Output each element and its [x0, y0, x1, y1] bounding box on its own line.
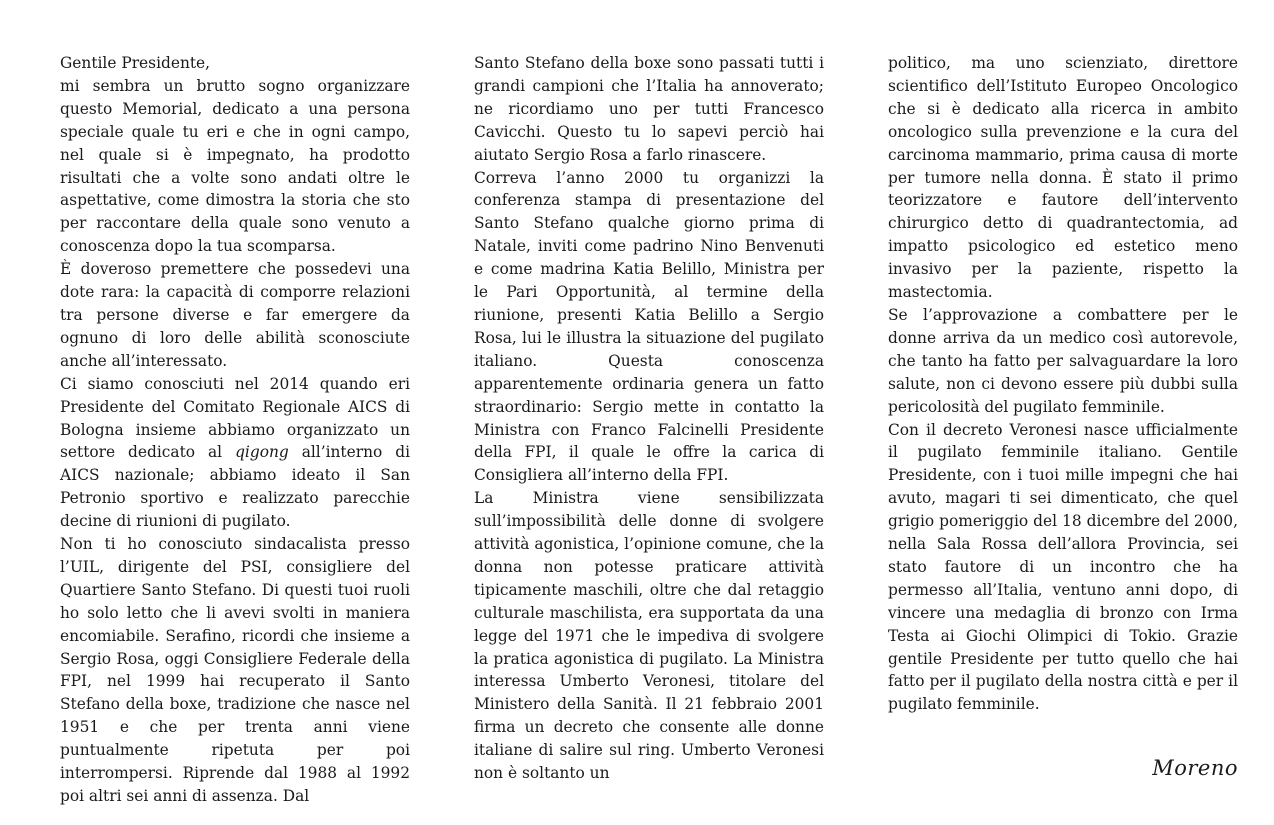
signature: Moreno — [1152, 756, 1238, 780]
paragraph: Santo Stefano della boxe sono passati tutti i grandi campioni che l’Italia ha annoverato; ne ricordiamo uno per tutti Francesco Cavicchi. Questo tu lo sapevi perciò hai aiutato Sergio Rosa a farlo rinascere. — [474, 54, 824, 164]
paragraph: politico, ma uno scienziato, direttore scientifico dell’Istituto Europeo Oncologico che si è dedicato alla ricerca in ambito oncologico sulla prevenzione e la cura del carcinoma mammario, prima causa di morte per tumore nella donna. È stato il primo teorizzatore e fautore dell’intervento chirurgico detto di quadrantectomia, ad impatto psicologico ed estetico meno invasivo per la paziente, rispetto la mastectomia. — [888, 54, 1238, 302]
emphasis-qigong: qigong — [235, 443, 289, 462]
paragraph: mi sembra un brutto sogno organizzare questo Memorial, dedicato a una persona speciale quale tu eri e che in ogni campo, nel quale si è impegnato, ha prodotto risultati che a volte sono andati oltre le aspettative, come dimostra la storia che sto per raccontare della quale sono venuto a conoscenza dopo la tua scomparsa. — [60, 76, 410, 256]
paragraph: Correva l’anno 2000 tu organizzi la conferenza stampa di presentazione del Santo Stefano qualche giorno prima di Natale, inviti come padrino Nino Benvenuti e come madrina Katia Belillo, Ministra per le Pari Opportunità, al termine della riunione, presenti Katia Belillo a Sergio Rosa, lui le illustra la situazione del pugilato italiano. Questa conoscenza apparentemente ordinaria genera un fatto straordinario: Sergio mette in contatto la Ministra con Franco Falcinelli Presidente della FPI, il quale le offre la carica di Consigliera all’interno della FPI. — [474, 168, 824, 485]
paragraph: Con il decreto Veronesi nasce ufficialmente il pugilato femminile italiano. Gentile Presidente, con i tuoi mille impegni che hai avuto, magari ti sei dimenticato, che quel grigio pomeriggio del 18 dicembre del 2000, nella Sala Rossa dell’allora Provincia, sei stato fautore di un incontro che ha permesso all’Italia, ventuno anni dopo, di vincere una medaglia di bronzo con Irma Testa ai Giochi Olimpici di Tokio. Grazie gentile Presidente per tutto quello che hai fatto per il pugilato della nostra città e per il pugilato femminile. — [888, 420, 1238, 714]
paragraph: È doveroso premettere che possedevi una dote rara: la capacità di comporre relazioni tra persone diverse e far emergere da ognuno di loro delle abilità sconosciute anche all’interessato. — [60, 260, 410, 370]
paragraph-text: all’interno di AICS nazionale; abbiamo ideato il San Petronio sportivo e realizzato parecchie decine di riunioni di pugilato. — [60, 443, 410, 531]
salutation: Gentile Presidente, — [60, 54, 211, 72]
paragraph: Non ti ho conosciuto sindacalista presso l’UIL, dirigente del PSI, consigliere del Quartiere Santo Stefano. Di questi tuoi ruoli ho solo letto che li avevi svolti in maniera encomiabile. Serafino, ricordi che insieme a Sergio Rosa, oggi Consigliere Federale della FPI, nel 1999 hai recuperato il Santo Stefano della boxe, tradizione che nasce nel 1951 e che per trenta anni viene puntualmente ripetuta per poi interrompersi. Riprende dal 1988 al 1992 poi altri sei anni di assenza. Dal — [60, 535, 410, 805]
paragraph-text: Ci siamo conosciuti nel 2014 quando eri Presidente del Comitato Regionale AICS di Bologna insieme abbiamo organizzato un settore dedicato al — [60, 374, 410, 462]
column-2 — [474, 52, 824, 785]
column-3 — [888, 52, 1238, 716]
paragraph: La Ministra viene sensibilizzata sull’impossibilità delle donne di svolgere attività agonistica, l’opinione comune, che la donna non potesse praticare attività tipicamente maschili, oltre che dal retaggio culturale maschilista, era supportata da una legge del 1971 che le impediva di svolgere la pratica agonistica di pugilato. La Ministra interessa Umberto Veronesi, titolare del Ministero della Sanità. Il 21 febbraio 2001 firma un decreto che consente alle donne italiane di salire sul ring. Umberto Veronesi non è soltanto un — [474, 489, 824, 783]
column-1 — [60, 52, 410, 808]
paragraph — [60, 373, 410, 533]
paragraph: Se l’approvazione a combattere per le donne arriva da un medico così autorevole, che tanto ha fatto per salvaguardare la loro salute, non ci devono essere più dubbi sulla pericolosità del pugilato femminile. — [888, 305, 1238, 416]
